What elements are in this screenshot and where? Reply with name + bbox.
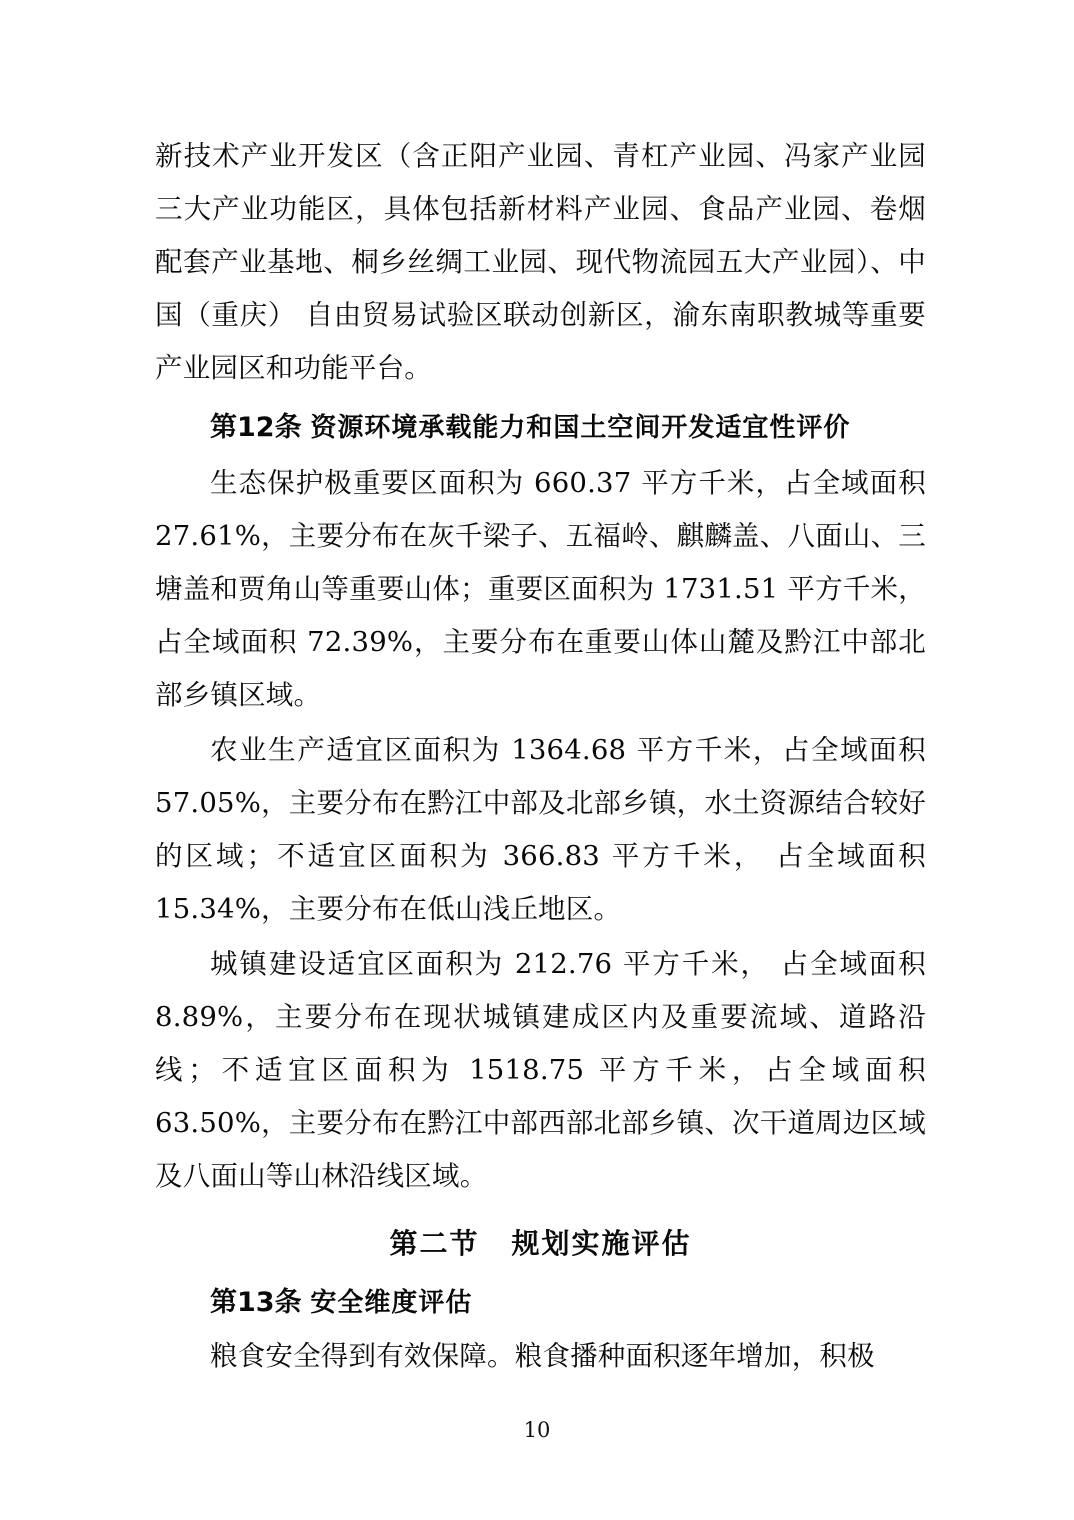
article-13-number: 第13条	[210, 1287, 302, 1318]
paragraph-agriculture: 农业生产适宜区面积为 1364.68 平方千米，占全域面积57.05%，主要分布在黔江中部及北部乡镇，水土资源结合较好的区域；不适宜区面积为 366.83 平方千米， 占全域面积15.34%，主要分布在低山浅丘地区。	[155, 734, 926, 925]
article-12-number: 第12条	[210, 412, 302, 443]
page-number: 10	[523, 1418, 551, 1442]
section-2-title: 规划实施评估	[511, 1227, 692, 1260]
article-13-title: 安全维度评估	[310, 1288, 473, 1318]
article-12-heading	[155, 401, 926, 455]
paragraph-urban: 城镇建设适宜区面积为 212.76 平方千米， 占全域面积8.89%，主要分布在现状城镇建成区内及重要流域、道路沿线；不适宜区面积为 1518.75 平方千米，占全域面积63.50%，主要分布在黔江中部西部北部乡镇、次干道周边区域及八面山等山林沿线区域。	[155, 948, 926, 1192]
article-12-title: 资源环境承载能力和国土空间开发适宜性评价	[310, 413, 851, 443]
paragraph-ecology: 生态保护极重要区面积为 660.37 平方千米，占全域面积27.61%，主要分布在灰千梁子、五福岭、麒麟盖、八面山、三塘盖和贾角山等重要山体；重要区面积为 1731.51 平方千米，占全域面积 72.39%，主要分布在重要山体山麓及黔江中部北部乡镇区域。	[155, 467, 926, 711]
article-13-heading	[155, 1276, 926, 1330]
paragraph-article-13-body: 粮食安全得到有效保障。粮食播种面积逐年增加，积极	[210, 1340, 875, 1372]
section-2-heading	[155, 1217, 926, 1270]
paragraph-continued: 新技术产业开发区（含正阳产业园、青杠产业园、冯家产业园三大产业功能区，具体包括新材料产业园、食品产业园、卷烟配套产业基地、桐乡丝绸工业园、现代物流园五大产业园）、中国（重庆） 自由贸易试验区联动创新区，渝东南职教城等重要产业园区和功能平台。	[155, 140, 926, 384]
section-2-label: 第二节	[389, 1227, 480, 1260]
